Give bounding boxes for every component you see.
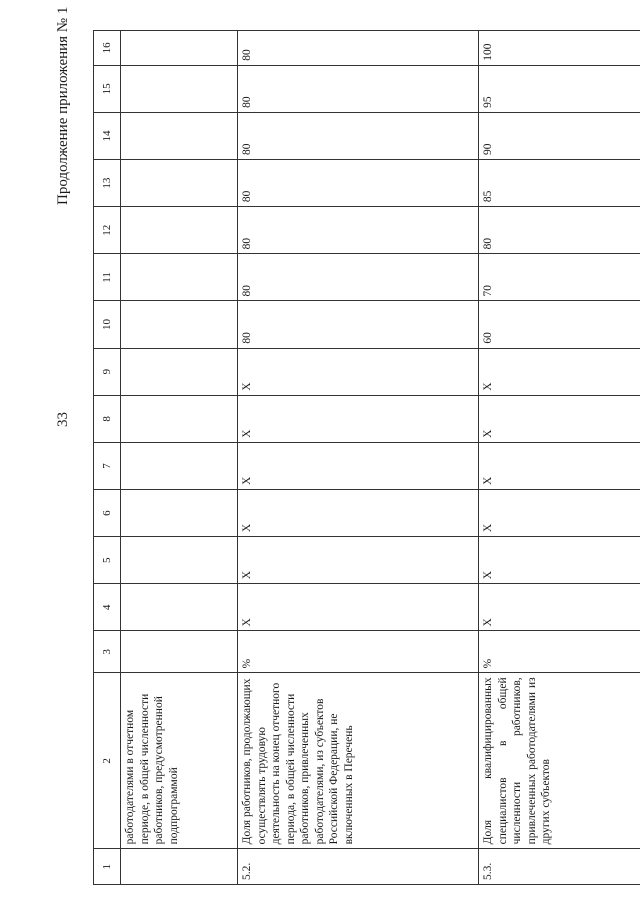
table-row bbox=[121, 31, 238, 885]
column-number: 2 bbox=[94, 673, 121, 849]
value-cell bbox=[121, 348, 238, 395]
indicators-table bbox=[93, 30, 640, 885]
value-cell: X bbox=[238, 442, 479, 489]
value-cell: 90 bbox=[479, 112, 640, 159]
column-number: 9 bbox=[94, 348, 121, 395]
value-cell bbox=[121, 112, 238, 159]
table-row bbox=[238, 31, 479, 885]
value-cell bbox=[121, 537, 238, 584]
unit-cell bbox=[121, 631, 238, 673]
value-cell bbox=[121, 301, 238, 348]
indicator-name: Доля работников, продолжающих осуществлять трудовую деятельность на конец отчетного периода, в общей численности работников, привлеченных работодателями, из субъектов Российской Федерации, не включенных в Перечень bbox=[238, 673, 479, 849]
value-cell bbox=[121, 254, 238, 301]
column-number: 7 bbox=[94, 442, 121, 489]
value-cell: 70 bbox=[479, 254, 640, 301]
value-cell: X bbox=[238, 348, 479, 395]
column-number: 3 bbox=[94, 631, 121, 673]
column-number: 13 bbox=[94, 160, 121, 207]
table-row bbox=[479, 31, 640, 885]
unit-cell: % bbox=[238, 631, 479, 673]
value-cell: 80 bbox=[238, 160, 479, 207]
value-cell: 80 bbox=[238, 31, 479, 66]
value-cell: X bbox=[479, 537, 640, 584]
value-cell: 80 bbox=[479, 207, 640, 254]
value-cell: X bbox=[479, 395, 640, 442]
continuation-label: Продолжение приложения № 1 bbox=[55, 6, 71, 205]
value-cell bbox=[121, 160, 238, 207]
value-cell: 85 bbox=[479, 160, 640, 207]
column-number: 8 bbox=[94, 395, 121, 442]
value-cell bbox=[121, 207, 238, 254]
column-number: 15 bbox=[94, 65, 121, 112]
column-number: 1 bbox=[94, 849, 121, 885]
value-cell bbox=[121, 31, 238, 66]
value-cell bbox=[121, 395, 238, 442]
value-cell: 80 bbox=[238, 254, 479, 301]
value-cell: X bbox=[479, 584, 640, 631]
unit-cell: % bbox=[479, 631, 640, 673]
column-number: 11 bbox=[94, 254, 121, 301]
value-cell: 80 bbox=[238, 65, 479, 112]
column-number: 12 bbox=[94, 207, 121, 254]
column-number-row bbox=[94, 31, 121, 885]
value-cell: 80 bbox=[238, 112, 479, 159]
row-number: 5.2. bbox=[238, 849, 479, 885]
value-cell: X bbox=[479, 490, 640, 537]
column-number: 14 bbox=[94, 112, 121, 159]
value-cell: 80 bbox=[238, 207, 479, 254]
value-cell: X bbox=[479, 442, 640, 489]
value-cell: 100 bbox=[479, 31, 640, 66]
column-number: 10 bbox=[94, 301, 121, 348]
value-cell: X bbox=[479, 348, 640, 395]
indicator-name: работодателями в отчетном периоде, в общей численности работников, предусмотренной подпрограммой bbox=[121, 673, 238, 849]
column-number: 5 bbox=[94, 537, 121, 584]
value-cell: 95 bbox=[479, 65, 640, 112]
value-cell: X bbox=[238, 395, 479, 442]
column-number: 6 bbox=[94, 490, 121, 537]
value-cell bbox=[121, 584, 238, 631]
value-cell bbox=[121, 490, 238, 537]
value-cell: 80 bbox=[238, 301, 479, 348]
value-cell: X bbox=[238, 490, 479, 537]
row-number: 5.3. bbox=[479, 849, 640, 885]
row-number bbox=[121, 849, 238, 885]
value-cell: X bbox=[238, 584, 479, 631]
column-number: 16 bbox=[94, 31, 121, 66]
indicator-name: Доля квалифицированных специалистов в общей численности работников, привлеченных работодателями из других субъектов bbox=[479, 673, 640, 849]
value-cell: 60 bbox=[479, 301, 640, 348]
page-number: 33 bbox=[55, 412, 71, 427]
column-number: 4 bbox=[94, 584, 121, 631]
value-cell: X bbox=[238, 537, 479, 584]
value-cell bbox=[121, 65, 238, 112]
value-cell bbox=[121, 442, 238, 489]
